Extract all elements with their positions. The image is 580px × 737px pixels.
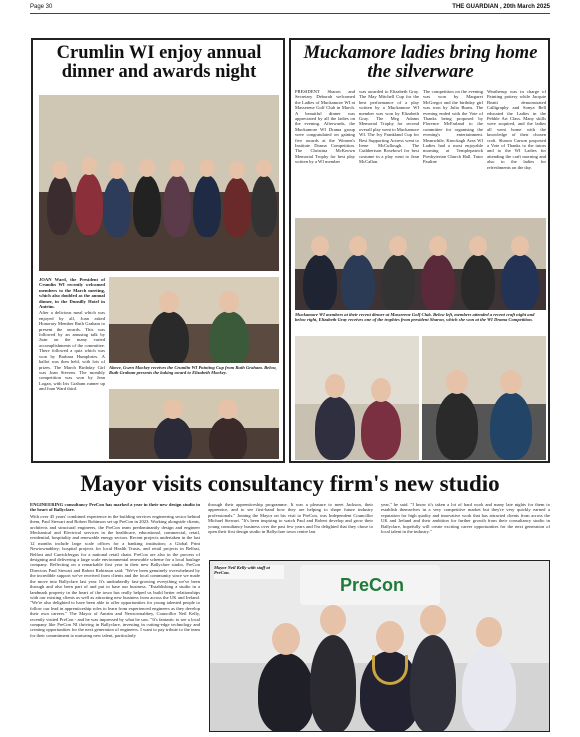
precon-logo-text: PreCon (340, 575, 405, 595)
crumlin-article (31, 38, 285, 463)
muckamore-headline: Muckamore ladies bring home the silverware (303, 43, 538, 82)
mayor-col-1 (30, 502, 200, 727)
crumlin-headline: Crumlin WI enjoy annual dinner and awards night (56, 43, 262, 82)
mayor-col-1-body: With over 45 years' combined experience in the building services engineering sector behind them, Paul Stewart and Robert Robinson set up PreCon in 2023. Working alongside clients, architects and structural engineers, the PreCon team predominantly design and engineer Mechanical and Electrical services in the healthcare, educational, commercial, retail, residential, hospitality and renewable energy sectors. Recent projects undertaken in the last 12 months include large scale offices for a banking institution; a Global Print Newtownabbey; hospital projects for local Health Trusts, and retail projects in Belfast, Belfast and Carrickfergus for a national retail chain. PreCon are also in the process of designing and delivering a large scale environmental renewable scheme for a local haulage company. Reflecting on a remarkable first year in their new Ballyclare studio, PreCon Directors Paul Stewart and Robert Robinson said: "We've been genuinely overwhelmed by the incredible support we've received from clients and the local community since we made the move into Ballyclare last year. It's undoubtedly fast-growing everything we've been through and also been part of and put to base our business. "Establishing a studio in a landmark property in the heart of the town has really helped us build better relationships with our existing clients as well as attracting new business from across the UK and Ireland. "We're also delighted to have been able to offer opportunities for young talented people to follow our lead in apprenticeship roles to learn from experienced engineers as they develop their own careers." The Mayor of Antrim and Newtownabbey, Councillor Neil Kelly, recently visited PreCon - and he was impressed by what he saw. "It's fantastic to see a local company like PreCon NI thriving in Ballyclare, investing in cutting-edge technology and creating opportunities for the next generation of engineers. I want to pay tribute to the team for their commitment to nurturing new talent, particularly (30, 513, 200, 638)
muckamore-article (289, 38, 550, 463)
issue-date: THE GUARDIAN , 20th March 2025 (452, 4, 550, 10)
page-number: Page 30 (30, 4, 53, 10)
muckamore-col-4: Weatherup was in charge of Painting pottery while Jacquie Beatti demonstrated Calligraphy and Sonya Bell educated the Ladies in the Pebble Art Class. Many skills were acquired, and the ladies all went home with the knowledge of their chosen craft. Sharon Carson proposed a Vote of Thanks to the tutors and to the WI Ladies for attending the craft morning and also to the ladies for refreshments on the day. (487, 89, 546, 170)
mayor-col-1-lead: ENGINEERING consultancy PreCon has marked a year in their new design studio in the heart of Ballyclare. (30, 502, 200, 513)
page-header (30, 4, 550, 14)
precon-logo-sign (300, 565, 440, 605)
crumlin-caption: Above, Gwen Mackey receives the Crumlin WI Painting Cup from Ruth Graham. Below, Ruth Graham presents the baking award to Elizabeth Mackey. (109, 365, 277, 376)
mayor-photo-frame (209, 560, 550, 732)
crumlin-painting-cup-photo (109, 277, 279, 363)
crumlin-group-photo (39, 95, 279, 271)
crumlin-body-rest: After a delicious meal which was enjoyed by all, Joan asked Honorary Member Ruth Graham to present the awards. This was followed by an amusing talk by Joan on the many varied accomplishments of the committee. There followed a quiz which was won by Barbara Humphries. A ballot was then held, with lots of prizes. The March Birthday Girl was Joan Stevens. The monthly competition was won by Jean Logan, with Iris Graham runner up and Joan Ward third. (39, 310, 105, 392)
mayor-staff-photo (210, 561, 549, 731)
muckamore-dinner-photo (295, 218, 546, 310)
mayor-col-2: through their apprenticeship programme. It was a pleasure to meet Jackson, their apprentice, and to see first-hand how they are helping to shape future industry professionals." Joining the Mayor on his visit to PreCon, was Independent Councillor Michael Stewart. "It's been inspiring to watch Paul and Robert develop and grow their young consultancy business over the past few years and I'm delighted that they chose to open their first design studio in Ballyclare town centre last (208, 502, 373, 535)
mayor-headline: Mayor visits consultancy firm's new studio (80, 471, 500, 496)
mayor-col-3: year," he said. "I know it's taken a lot of hard work and many late nights for them to establish themselves in a very competitive market but they're very quickly earned a reputation for high quality and innovative work that has attracted clients from across the UK and Ireland and their ambition for further growth from their consultancy studio in Ballyclare, hopefully will create exciting career opportunities for the next generation of local talent in the industry." (381, 502, 550, 535)
mayor-caption: Mayor Neil Kelly with staff at PreCon. (214, 565, 284, 579)
muckamore-trophy-photo (422, 336, 546, 460)
muckamore-col-1: PRESIDENT Sharon and Secretary Deborah welcomed the Ladies of Muckamore WI at Masserene Golf Club in March. A beautiful dinner was appreciated by all the ladies on the evening. Afterwards, the Muckamore WI Drama group were congratulated on gaining five awards at the Women's Institute Drama Competition. The Christina McKeown Memorial Trophy for best play written by a WI member (295, 89, 355, 165)
crumlin-body (39, 277, 105, 463)
crumlin-body-lead: JOAN Ward, the President of Crumlin WI recently welcomed members to the March meeting, which also doubled as the annual dinner, in the Dunsilly Hotel in Antrim. (39, 277, 105, 310)
muckamore-craft-night-photo (295, 336, 419, 460)
muckamore-col-3: The competition on the evening was won by Margaret McGregor and the birthday girl was won by Julia Burns. The evening ended with the Vote of Thanks being proposed by Florence McFarland to the committee for organising the evening's entertainment. Meanwhile, Knockagh Area WI Ladies had a most enjoyable morning at Templepatrick Presbyterian Church Hall. Tutor Pauline (423, 89, 483, 165)
muckamore-col-2: was awarded to Elizabeth Gray. The May Mitchell Cup for the best performance of a play written by a Muckamore WI member was won by Elizabeth Gray. The Meg Adams Memorial Trophy for second overall play went to Muckamore WI. The Ivy Frankland Cup for Best Supporting Actress went to Irene McCullough. The Cuthbertson Rosebowl for best costume in a play went to Jean McCallan. (359, 89, 419, 165)
muckamore-caption: Muckamore WI members at their recent dinner at Masserene Golf Club. Below left, members attended a recent craft night and below right, Elizabeth Gray receives one of the trophies from president Sharon, which she won at the WI Drama Competition. (295, 312, 535, 323)
crumlin-baking-award-photo (109, 389, 279, 459)
